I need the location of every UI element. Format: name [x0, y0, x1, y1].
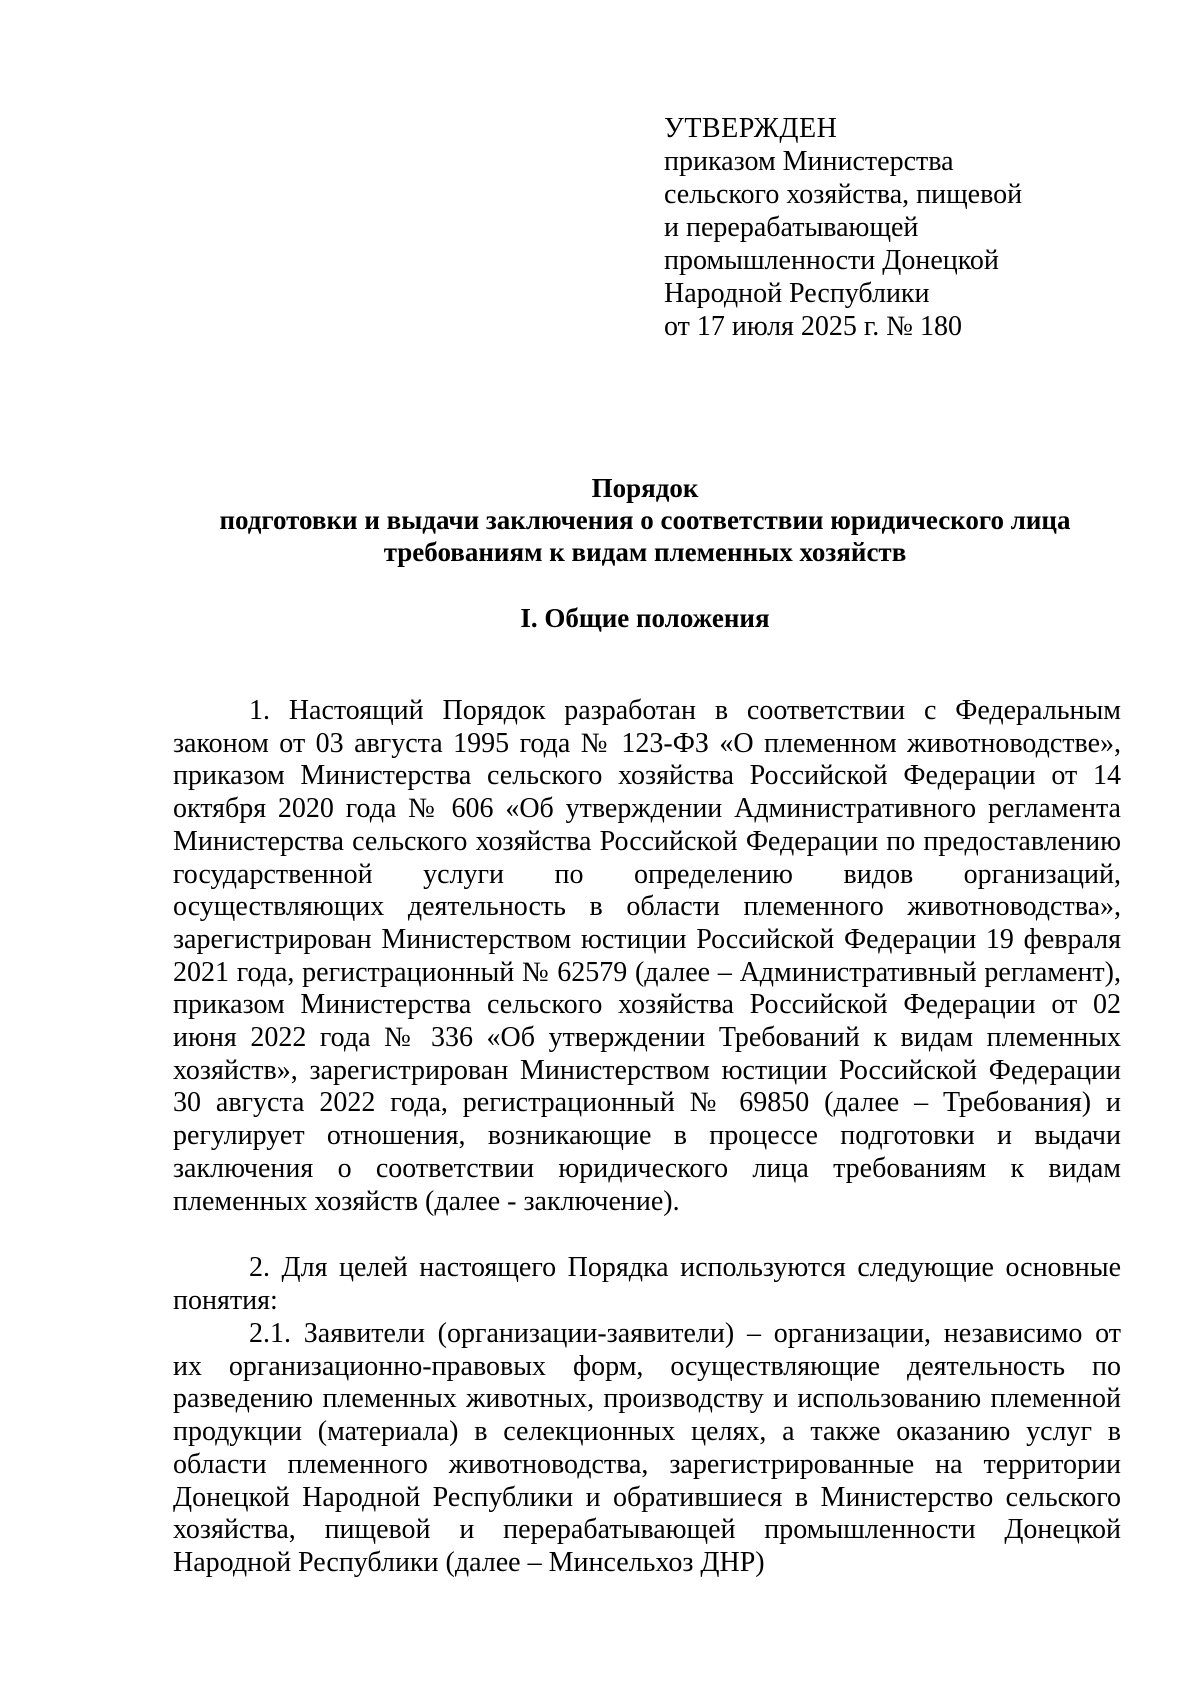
paragraph-2-1: 2.1. Заявители (организации-заявители) – организации, независимо от их организационно-правовых форм, осуществляющие деятельность по разведению племенных животных, производству и использованию племенной продукции (материала) в селекционных целях, а также оказанию услуг в области племенного животноводства, зарегистрированные на территории Донецкой Народной Республики и обратившиеся в Министерство сельского хозяйства, пищевой и перерабатывающей промышленности Донецкой Народной Республики (далее – Минсельхоз ДНР): [173, 1318, 1121, 1578]
document-title-line: Порядок: [591, 473, 699, 503]
approval-line: промышленности Донецкой: [664, 245, 999, 276]
section-heading: I. Общие положения: [520, 603, 770, 633]
approval-line: сельского хозяйства, пищевой: [664, 179, 1023, 210]
document-title: [170, 472, 1120, 568]
approval-heading: УТВЕРЖДЕН: [664, 113, 838, 144]
approval-line: и перерабатывающей: [664, 212, 919, 243]
approval-line: приказом Министерства: [664, 146, 954, 177]
document-title-line: требованиям к видам племенных хозяйств: [383, 537, 907, 567]
approval-line: Народной Республики: [664, 278, 930, 309]
approval-order-date: от 17 июля 2025 г. № 180: [664, 311, 962, 342]
paragraph-2: 2. Для целей настоящего Порядка используются следующие основные понятия:: [173, 1252, 1121, 1316]
document-title-line: подготовки и выдачи заключения о соответствии юридического лица: [219, 505, 1071, 535]
paragraph-1: 1. Настоящий Порядок разработан в соответствии с Федеральным законом от 03 августа 1995 года № 123-ФЗ «О племенном животноводстве», приказом Министерства сельского хозяйства Российской Федерации от 14 октября 2020 года № 606 «Об утверждении Административного регламента Министерства сельского хозяйства Российской Федерации по предоставлению государственной услуги по определению видов организаций, осуществляющих деятельность в области племенного животноводства», зарегистрирован Министерством юстиции Российской Федерации 19 февраля 2021 года, регистрационный № 62579 (далее – Административный регламент), приказом Министерства сельского хозяйства Российской Федерации от 02 июня 2022 года № 336 «Об утверждении Требований к видам племенных хозяйств», зарегистрирован Министерством юстиции Российской Федерации 30 августа 2022 года, регистрационный № 69850 (далее – Требования) и регулирует отношения, возникающие в процессе подготовки и выдачи заключения о соответствии юридического лица требованиям к видам племенных хозяйств (далее - заключение).: [173, 695, 1121, 1217]
approval-stamp: [664, 112, 1084, 343]
